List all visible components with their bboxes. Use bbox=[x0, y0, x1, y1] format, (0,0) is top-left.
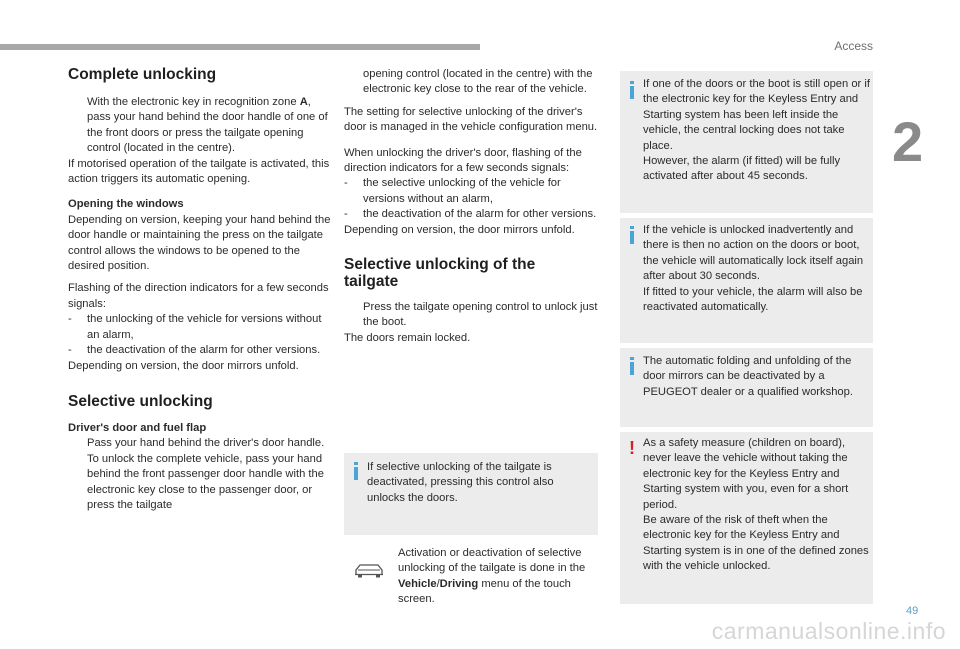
opening-windows-title: Opening the windows bbox=[68, 198, 184, 211]
watermark-text: carmanualsonline.info bbox=[711, 618, 946, 644]
driver-flashing-dash-1 bbox=[344, 176, 602, 207]
column-1 bbox=[68, 65, 333, 513]
flashing-dash-1 bbox=[68, 312, 333, 343]
tailgate-locked-text: The doors remain locked. bbox=[344, 331, 471, 344]
complete-bullet-1-text: With the electronic key in recognition zone bbox=[87, 96, 297, 108]
tailgate-bullet-text: Press the tailgate opening control to unlock just the boot. bbox=[363, 301, 598, 329]
page-number: 49 bbox=[906, 605, 919, 617]
section-title: Access bbox=[834, 39, 873, 53]
menu-vehicle: Vehicle bbox=[398, 577, 437, 590]
dash-mark: - bbox=[344, 177, 348, 190]
continuation-text: opening control (located in the centre) with the electronic key close to the rear of the vehicle. bbox=[363, 68, 593, 96]
opening-windows-text: Depending on version, keeping your hand behind the door handle or maintaining the press on the tailgate control allows the windows to be opened to the desired position. bbox=[68, 213, 331, 273]
complete-bullet-1-rest: , pass your hand behind the door handle of one of the front doors or press the tailgate opening control (located in the centre). bbox=[87, 96, 328, 155]
info-icon bbox=[630, 231, 634, 244]
driver-flashing-dash-1-text: the selective unlocking of the vehicle for versions without an alarm, bbox=[363, 177, 561, 205]
warning-box-safety-text bbox=[643, 436, 871, 575]
info-icon bbox=[630, 362, 634, 375]
driver-bullet-2-text: To unlock the complete vehicle, pass your hand behind the front passenger door handle with the electronic key close to the passenger door, or press the tailgate bbox=[87, 452, 324, 511]
driver-door-title: Driver's door and fuel flap bbox=[68, 421, 207, 434]
info-icon bbox=[630, 86, 634, 99]
info-icon-dot bbox=[630, 81, 634, 84]
info-box-auto-relock bbox=[620, 218, 873, 343]
header-rule bbox=[0, 44, 480, 50]
info-box-mirrors-text: The automatic folding and unfolding of the door mirrors can be deactivated by a PEUGEOT dealer or a qualified workshop. bbox=[643, 355, 853, 398]
complete-motorised-text: If motorised operation of the tailgate is activated, this action triggers its automatic opening. bbox=[68, 157, 330, 186]
warning-box-safety bbox=[620, 432, 873, 604]
heading-complete-unlocking: Complete unlocking bbox=[68, 66, 217, 83]
auto-relock-p1: If the vehicle is unlocked inadvertently and there is then no action on the doors or boot, the vehicle will automatically lock itself again after about 30 seconds. bbox=[643, 224, 864, 283]
dash-mark: - bbox=[68, 344, 72, 357]
menu-slash: / bbox=[436, 577, 440, 590]
info-box-tailgate bbox=[344, 453, 598, 535]
info-box-mirrors bbox=[620, 348, 873, 427]
warning-icon: ! bbox=[629, 438, 635, 458]
info-icon bbox=[354, 467, 358, 480]
tailgate-bullet bbox=[344, 300, 602, 331]
touch-text-post: menu of the touch screen. bbox=[398, 577, 571, 606]
chapter-number: 2 bbox=[892, 110, 924, 173]
menu-driving: Driving bbox=[439, 577, 479, 590]
auto-relock-p2: If fitted to your vehicle, the alarm will also be reactivated automatically. bbox=[643, 285, 863, 314]
column-2 bbox=[344, 67, 602, 346]
info-box-central-locking-text bbox=[643, 77, 871, 185]
info-box-tailgate-text: If selective unlocking of the tailgate is deactivated, pressing this control also unlocks the doors. bbox=[367, 461, 554, 504]
flashing-dash-2-text: the deactivation of the alarm for other versions. bbox=[87, 344, 321, 357]
driver-bullet-2 bbox=[68, 452, 333, 514]
central-locking-p1: If one of the doors or the boot is still open or if the electronic key for the Keyless Entry and Starting system has been left inside the vehicle, the central locking does not take place. bbox=[643, 78, 870, 152]
flashing-mirrors: Depending on version, the door mirrors unfold. bbox=[68, 359, 299, 372]
driver-flashing-dash-2-text: the deactivation of the alarm for other versions. bbox=[363, 208, 597, 221]
heading-selective-tailgate: Selective unlocking of the tailgate bbox=[344, 256, 536, 291]
dash-mark: - bbox=[344, 208, 348, 221]
driver-flashing-intro: When unlocking the driver's door, flashing of the direction indicators for a few seconds signals: bbox=[344, 146, 582, 175]
flashing-intro: Flashing of the direction indicators for a few seconds signals: bbox=[68, 282, 329, 310]
zone-label: A bbox=[299, 96, 308, 108]
touch-screen-text bbox=[398, 546, 600, 608]
driver-flashing-dash-2 bbox=[344, 207, 602, 222]
driver-bullet-1 bbox=[68, 436, 333, 451]
touch-text-pre: Activation or deactivation of selective unlocking of the tailgate is done in the bbox=[398, 547, 586, 575]
heading-selective-unlocking: Selective unlocking bbox=[68, 392, 213, 410]
car-icon bbox=[354, 562, 384, 583]
info-icon-dot bbox=[630, 226, 634, 229]
info-icon-dot bbox=[354, 462, 358, 465]
info-box-central-locking bbox=[620, 71, 873, 213]
flashing-dash-2 bbox=[68, 343, 333, 358]
dash-mark: - bbox=[68, 313, 72, 326]
info-box-auto-relock-text bbox=[643, 223, 871, 315]
complete-bullet-1 bbox=[68, 95, 333, 157]
safety-p1: As a safety measure (children on board), never leave the vehicle without taking the electronic key for the Keyless Entry and Starting system with you, even for a short period. bbox=[643, 437, 849, 511]
flashing-dash-1-text: the unlocking of the vehicle for versions without an alarm, bbox=[87, 313, 322, 341]
driver-flashing-mirrors: Depending on version, the door mirrors unfold. bbox=[344, 223, 575, 236]
setting-text: The setting for selective unlocking of the driver's door is managed in the vehicle configuration menu. bbox=[344, 105, 598, 134]
central-locking-p2: However, the alarm (if fitted) will be fully activated after about 45 seconds. bbox=[643, 155, 841, 183]
safety-p2: Be aware of the risk of theft when the electronic key for the Keyless Entry and Starting system is in one of the defined zones with the vehicle unlocked. bbox=[643, 514, 869, 573]
driver-bullet-1-text: Pass your hand behind the driver's door handle. bbox=[87, 437, 325, 450]
info-icon-dot bbox=[630, 357, 634, 360]
